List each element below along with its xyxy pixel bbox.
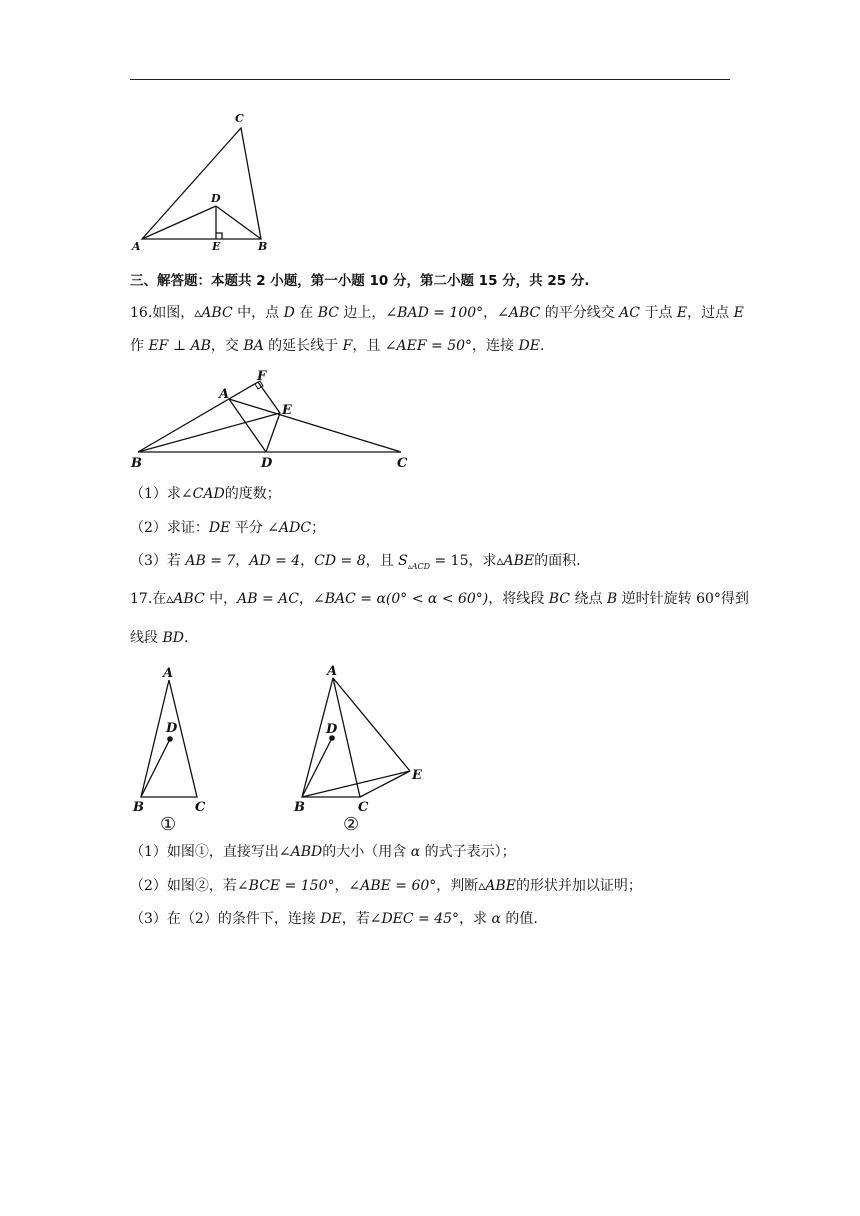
q16-math: AB = 7: [185, 553, 236, 569]
fig4-label-b: B: [294, 800, 305, 815]
q17-math: ∠ABD: [278, 844, 323, 860]
q16-math: AC: [619, 305, 640, 321]
fig3-label-b: B: [133, 800, 144, 815]
fig2-label-d: D: [261, 456, 273, 471]
fig4-label-d: D: [326, 722, 338, 737]
q17-math: ▵ABC: [166, 591, 205, 607]
q17-text: （3）在（2）的条件下，连接: [130, 911, 321, 927]
q17-part3: [130, 909, 538, 929]
q16-text: ，连接: [472, 338, 519, 354]
fig2-label-f: F: [257, 369, 267, 384]
q16-math: CD = 8: [314, 553, 366, 569]
q17-text: 线段: [130, 630, 163, 646]
q16-text: 的平分线交: [540, 305, 620, 321]
q17-math: BD: [162, 630, 184, 646]
fig4-label-a: A: [327, 664, 338, 679]
q17-math: α: [491, 911, 501, 927]
fig1-label-a: A: [132, 240, 141, 253]
q17-text: .: [183, 630, 189, 646]
q16-math: = 15: [430, 553, 469, 569]
q17-text: ，: [334, 878, 349, 894]
q16-math: ▵ABC: [194, 305, 233, 321]
q16-math: EF ⊥ AB: [148, 338, 211, 354]
q16-math: ∠ADC: [267, 520, 312, 536]
q17-part1: [130, 842, 516, 862]
q17-text: 的形状并加以证明；: [515, 878, 642, 894]
q16-math: ∠ABC: [497, 305, 541, 321]
q17-text: 的大小（用含: [322, 844, 411, 860]
q16-math-sub: ▵ACD: [407, 561, 431, 571]
q16-math: ∠BAD = 100°: [385, 305, 484, 321]
q16-text: （3）若: [130, 553, 186, 569]
fig4-label-e: E: [412, 768, 422, 783]
fig3-label-a: A: [163, 666, 174, 681]
q17-math: ∠ABE = 60°: [348, 878, 437, 894]
q16-text: ，: [300, 553, 315, 569]
q16-text: 16.如图，: [130, 305, 195, 321]
q16-math: F: [342, 338, 353, 354]
q17-text: 中，: [204, 591, 238, 607]
q16-text: 的延长线于: [263, 338, 343, 354]
q16-text: ，交: [210, 338, 244, 354]
q17-math: B: [606, 591, 618, 607]
section-heading: 三、解答题：本题共 2 小题，第一小题 10 分，第二小题 15 分，共 25 分.: [130, 273, 590, 289]
fig1-label-e: E: [212, 240, 221, 253]
q17-text: 绕点: [570, 591, 607, 607]
q16-math: ∠CAD: [180, 486, 225, 502]
q16-text: ，过点: [687, 305, 734, 321]
q16-text: （2）求证：: [130, 520, 209, 536]
q16-math: BC: [317, 305, 339, 321]
q17-text: ，将线段: [488, 591, 549, 607]
q17-math: ▵ABE: [478, 878, 516, 894]
q17-math: α: [410, 844, 421, 860]
q16-text: 平分: [230, 520, 268, 536]
q17-text: ，求: [459, 911, 492, 927]
q16-math: DE: [208, 520, 231, 536]
q17-text: 的式子表示）；: [420, 844, 516, 860]
q16-math: ▵ABE: [496, 553, 535, 569]
fig1-label-c: C: [235, 112, 244, 125]
q16-math: E: [733, 305, 744, 321]
fig4-caption: ②: [343, 814, 360, 835]
fig1-label-b: B: [258, 240, 268, 253]
fig2-label-e: E: [282, 403, 292, 418]
q16-math: AD = 4: [249, 553, 301, 569]
q16-text: ，: [235, 553, 250, 569]
q16-text: .: [539, 338, 545, 354]
q16-text: ，求: [468, 553, 497, 569]
q17-text: ，判断: [436, 878, 479, 894]
q16-text: ；: [311, 520, 326, 536]
q16-text: 于点: [640, 305, 677, 321]
q17-text: 17.在: [130, 591, 167, 607]
q17-text: ，: [298, 591, 313, 607]
fig2-label-b: B: [131, 456, 142, 471]
q16-text: 作: [130, 338, 149, 354]
fig1-label-d: D: [211, 192, 221, 205]
q17-math: DE: [320, 911, 342, 927]
q16-text: 的面积.: [534, 553, 581, 569]
q16-math: BA: [243, 338, 264, 354]
fig3-point-d: [167, 736, 173, 742]
fig3-label-d: D: [166, 721, 178, 736]
q16-math: ∠AEF = 50°: [384, 338, 473, 354]
q16-math: DE: [518, 338, 540, 354]
q17-text: 的值.: [500, 911, 538, 927]
fig3-caption: ①: [160, 814, 177, 835]
q16-text: 中，点: [232, 305, 284, 321]
fig2-label-c: C: [397, 456, 408, 471]
q16-text: ，: [483, 305, 498, 321]
fig3-label-c: C: [195, 800, 206, 815]
fig2-label-a: A: [219, 387, 230, 402]
q16-text: 边上，: [338, 305, 386, 321]
q16-text: 在: [294, 305, 318, 321]
q16-text: 的度数；: [224, 486, 281, 502]
q16-text: ，且: [365, 553, 399, 569]
q17-math: AB = AC: [237, 591, 299, 607]
q17-text: （2）如图②，若: [130, 878, 237, 894]
q17-text: ，若: [341, 911, 370, 927]
q17-math: BC: [548, 591, 570, 607]
q17-math: ∠BCE = 150°: [236, 878, 335, 894]
fig4-label-c: C: [358, 800, 369, 815]
q17-text: （1）如图①，直接写出: [130, 844, 279, 860]
q17-part2: [130, 876, 642, 896]
q16-math: E: [676, 305, 688, 321]
q16-text: （1）求: [130, 486, 181, 502]
q16-text: ，且: [352, 338, 385, 354]
q16-math: S: [398, 553, 408, 569]
q16-math: D: [283, 305, 295, 321]
q17-math: ∠DEC = 45°: [369, 911, 460, 927]
q17-math: ∠BAC = α(0° < α < 60°): [312, 591, 489, 607]
q17-text: 逆时针旋转 60°得到: [617, 591, 749, 607]
